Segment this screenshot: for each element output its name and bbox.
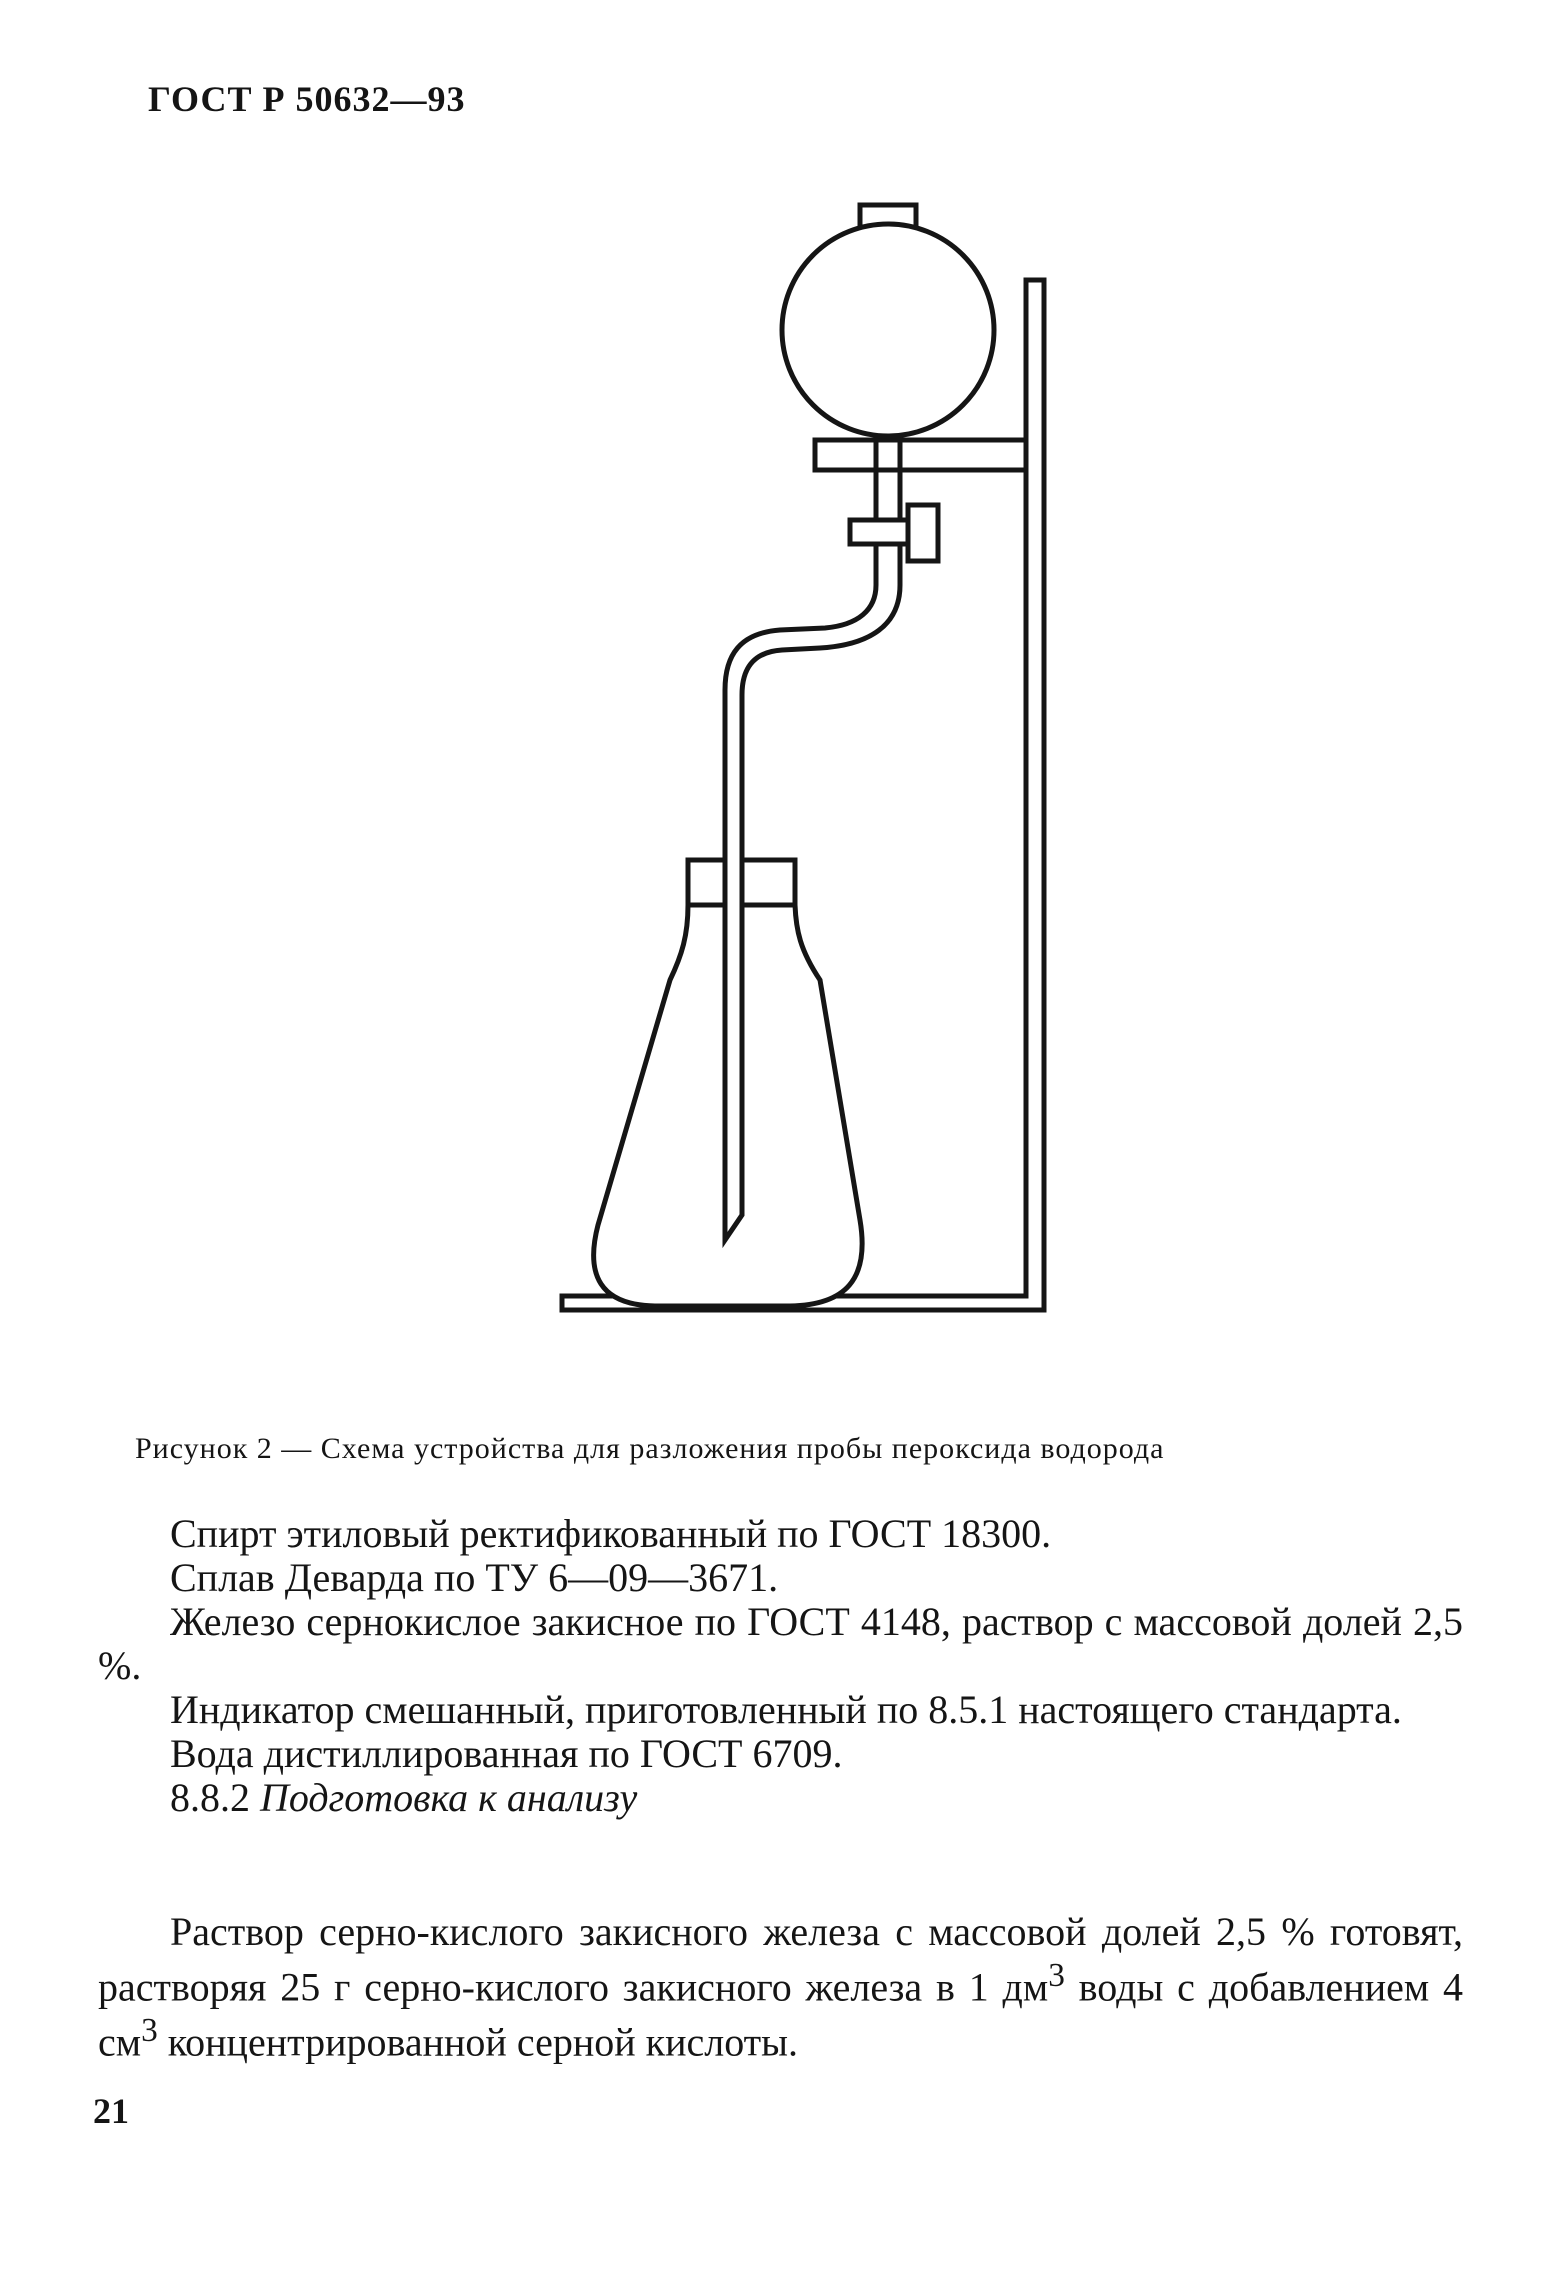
- reagent-item: Вода дистиллированная по ГОСТ 6709.: [170, 1731, 843, 1776]
- reagent-item: Спирт этиловый ректификованный по ГОСТ 18300.: [170, 1511, 1052, 1556]
- caption-number: Рисунок 2 —: [135, 1432, 313, 1465]
- section-number: 8.8.2: [170, 1775, 250, 1820]
- reagents-list: [98, 1512, 1463, 1820]
- figure-caption: [135, 1432, 1165, 1466]
- section-heading: [98, 1776, 1463, 1820]
- procedure-text: [98, 1910, 1463, 2065]
- funnel-bulb: [782, 224, 994, 436]
- caption-text: Схема устройства для разложения пробы пероксида водорода: [320, 1432, 1165, 1465]
- section-title: Подготовка к анализу: [260, 1775, 638, 1820]
- page-number: 21: [93, 2091, 129, 2131]
- tube-in-flask: [725, 820, 742, 1240]
- clamp-arm: [815, 440, 1026, 470]
- reagent-item: Железо сернокислое закисное по ГОСТ 4148, раствор с массовой долей 2,5 %.: [98, 1599, 1463, 1688]
- reagent-item: Индикатор смешанный, приготовленный по 8.5.1 настоящего стандарта.: [170, 1687, 1402, 1732]
- document-code: ГОСТ Р 50632—93: [148, 79, 466, 119]
- reagent-item: Сплав Деварда по ТУ 6—09—3671.: [170, 1555, 779, 1600]
- procedure-paragraph: Раствор серно-кислого закисного железа с массовой долей 2,5 % готовят, растворяя 25 г серно-кислого закисного железа в 1 $дм^3$ воды с добавлением 4 $см^3$ концентрированной серной кислоты.: [98, 1909, 1463, 2065]
- stopcock-handle: [908, 505, 938, 561]
